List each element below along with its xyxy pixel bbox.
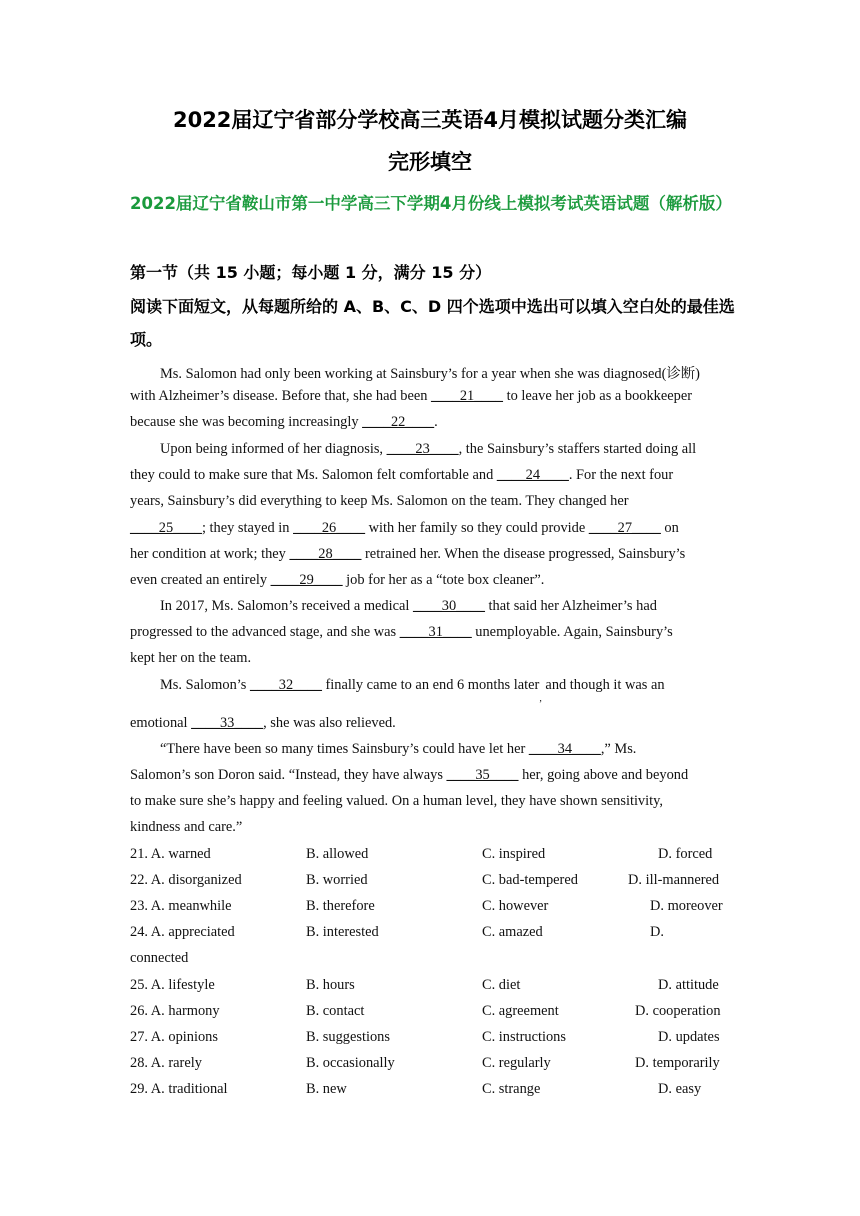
- blank-21: ____21____: [431, 388, 503, 404]
- option-c: C. inspired: [482, 846, 546, 862]
- blank-27: ____27____: [588, 520, 661, 536]
- blank-34: ____34____: [528, 741, 601, 757]
- option-row-29: [130, 1081, 740, 1101]
- option-b: B. new: [306, 1081, 347, 1097]
- passage-line: “There have been so many times Sainsbury’s could have let her ____34____,” Ms.: [160, 741, 637, 757]
- option-a: 22. A. disorganized: [130, 872, 242, 888]
- option-c: C. strange: [482, 1081, 541, 1097]
- source-title: 2022届辽宁省鞍山市第一中学高三下学期4月份线上模拟考试英语试题（解析版）: [130, 194, 732, 213]
- option-d: D. easy: [658, 1081, 702, 1097]
- option-b: B. suggestions: [306, 1029, 390, 1045]
- option-row-24: [130, 924, 740, 944]
- option-row-26: [130, 1003, 740, 1023]
- blank-30: ____30____: [412, 598, 485, 614]
- option-c: C. instructions: [482, 1029, 566, 1045]
- passage-line: Salomon’s son Doron said. “Instead, they have always ____35____ her, going above and beyond: [130, 767, 689, 783]
- passage-line: they could to make sure that Ms. Salomon felt comfortable and ____24____. For the next four: [130, 467, 674, 483]
- option-a: 27. A. opinions: [130, 1029, 218, 1045]
- blank-31: ____31____: [399, 624, 472, 640]
- option-d: D.: [650, 924, 664, 940]
- option-c: C. bad-tempered: [482, 872, 578, 888]
- passage-line: years, Sainsbury’s did everything to keep Ms. Salomon on the team. They changed her: [130, 493, 629, 509]
- option-d-wrap: connected: [130, 950, 189, 966]
- passage-line: to make sure she’s happy and feeling valued. On a human level, they have shown sensitivity,: [130, 793, 663, 809]
- passage-line: kept her on the team.: [130, 650, 252, 666]
- passage-line: with Alzheimer’s disease. Before that, she had been ____21____ to leave her job as a bookkeeper: [130, 388, 692, 404]
- option-c: C. however: [482, 898, 549, 914]
- document-subtitle: 完形填空: [388, 150, 472, 174]
- option-d: D. cooperation: [635, 1003, 721, 1019]
- blank-23: ____23____: [386, 441, 459, 457]
- option-d: D. moreover: [650, 898, 723, 914]
- passage-line: even created an entirely ____29____ job for her as a “tote box cleaner”.: [130, 572, 545, 588]
- passage-line: kindness and care.”: [130, 819, 243, 835]
- passage-line: because she was becoming increasingly ____22____.: [130, 414, 438, 430]
- passage-line: her condition at work; they ____28____ retrained her. When the disease progressed, Sainsbury’s: [130, 546, 686, 562]
- option-c: C. regularly: [482, 1055, 551, 1071]
- option-b: B. occasionally: [306, 1055, 395, 1071]
- option-d: D. ill-mannered: [628, 872, 720, 888]
- option-a: 26. A. harmony: [130, 1003, 220, 1019]
- passage-line: progressed to the advanced stage, and she was ____31____ unemployable. Again, Sainsbury’s: [130, 624, 673, 640]
- option-a: 29. A. traditional: [130, 1081, 228, 1097]
- option-row-23: [130, 898, 740, 918]
- option-a: 25. A. lifestyle: [130, 977, 215, 993]
- passage-line: Upon being informed of her diagnosis, ____23____, the Sainsbury’s staffers started doing all: [160, 441, 697, 457]
- option-a: 24. A. appreciated: [130, 924, 235, 940]
- option-d: D. attitude: [658, 977, 719, 993]
- stray-comma: ,: [539, 693, 542, 704]
- option-b: B. allowed: [306, 846, 369, 862]
- blank-32: ____32____: [249, 677, 322, 693]
- blank-29: ____29____: [270, 572, 343, 588]
- passage-line: ____25____; they stayed in ____26____ with her family so they could provide ____27____ on: [130, 520, 679, 536]
- option-a: 21. A. warned: [130, 846, 211, 862]
- passage-line: emotional ____33____, she was also relieved.: [130, 715, 396, 731]
- option-row-25: [130, 977, 740, 997]
- option-row-28: [130, 1055, 740, 1075]
- option-d: D. updates: [658, 1029, 720, 1045]
- passage-line: Ms. Salomon’s ____32____ finally came to an end 6 months later$_,$ and though it was an: [160, 677, 665, 704]
- option-b: B. therefore: [306, 898, 375, 914]
- blank-24: ____24____: [496, 467, 569, 483]
- option-row-27: [130, 1029, 740, 1049]
- option-a: 28. A. rarely: [130, 1055, 202, 1071]
- instructions: 阅读下面短文，从每题所给的 A、B、C、D 四个选项中选出可以填入空白处的最佳选项。: [130, 297, 735, 349]
- option-b: B. contact: [306, 1003, 365, 1019]
- option-c: C. amazed: [482, 924, 543, 940]
- blank-28: ____28____: [289, 546, 362, 562]
- option-b: B. hours: [306, 977, 355, 993]
- blank-25: ____25____: [130, 520, 202, 536]
- option-row-22: [130, 872, 740, 892]
- option-row-21: [130, 846, 740, 866]
- passage-line: In 2017, Ms. Salomon’s received a medical ____30____ that said her Alzheimer’s had: [160, 598, 657, 614]
- option-c: C. agreement: [482, 1003, 559, 1019]
- blank-33: ____33____: [191, 715, 264, 731]
- option-b: B. worried: [306, 872, 368, 888]
- section-heading: 第一节（共 15 小题；每小题 1 分，满分 15 分）: [130, 263, 492, 282]
- blank-26: ____26____: [293, 520, 366, 536]
- option-c: C. diet: [482, 977, 521, 993]
- passage-line: Ms. Salomon had only been working at Sainsbury’s for a year when she was diagnosed(诊断): [160, 366, 700, 382]
- option-row-24-wrap: [130, 950, 740, 970]
- blank-22: ____22____: [362, 414, 435, 430]
- option-b: B. interested: [306, 924, 379, 940]
- document-title: 2022届辽宁省部分学校高三英语4月模拟试题分类汇编: [172, 108, 688, 132]
- option-a: 23. A. meanwhile: [130, 898, 232, 914]
- option-d: D. forced: [658, 846, 713, 862]
- option-d: D. temporarily: [635, 1055, 720, 1071]
- blank-35: ____35____: [446, 767, 519, 783]
